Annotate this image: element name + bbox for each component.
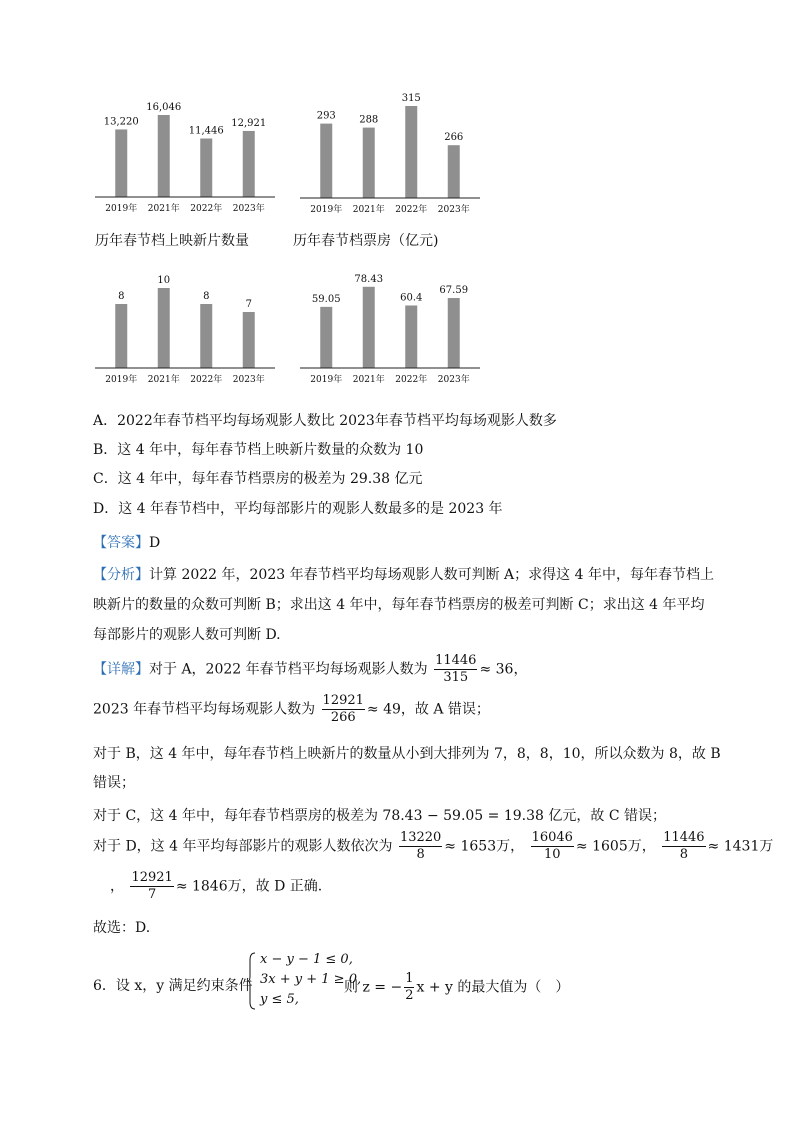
bar [243,131,255,197]
numerator: 13220 [399,830,442,845]
denominator: 8 [679,847,688,862]
bar-value-label: 8 [118,291,125,302]
fraction [434,653,477,686]
bar-value-label: 59.05 [311,293,341,305]
detail-line-c1: 对于 B，这 4 年中，每年春节档上映新片的数量从小到大排列为 7，8，8，10，所以众数为 8，故 B [93,746,721,762]
numerator: 12921 [322,693,364,708]
bar [115,304,127,368]
bar [363,287,375,368]
bar-value-label: 13,220 [103,116,139,128]
q6-pre: 6．设 x，y 满足约束条件 [93,978,253,994]
numerator: 11446 [663,830,705,845]
detail-tag: 【详解】 [93,661,149,678]
detail-e-pre: 对于 D，这 4 年平均每部影片的观影人数依次为 [93,838,393,855]
x-tick-label: 2021年 [147,375,180,385]
x-tick-label: 2021年 [352,375,385,385]
numerator: 16046 [531,830,573,845]
bar [405,305,417,368]
q6-objective [344,971,569,1004]
denominator: 10 [543,847,561,862]
q6-post: x + y 的最大值为（ ） [416,979,570,996]
bar-value-label: 293 [316,110,336,122]
bar-value-label: 12,921 [231,117,267,129]
detail-b-post: ≈ 49，故 A 错误； [366,701,490,718]
bar-value-label: 288 [359,114,379,126]
bar-value-label: 16,046 [146,101,182,113]
chart-3 [95,262,275,392]
detail-line-e [93,830,773,863]
chart-box-office [300,80,480,220]
analysis-tag: 【分析】 [93,567,149,583]
detail-a-pre: 对于 A，2022 年春节档平均每场观影人数为 [149,661,428,678]
denominator: 7 [147,887,157,902]
x-tick-label: 2023年 [437,375,470,385]
answer-tag: 【答案】 [93,535,149,551]
option-b: B．这 4 年中，每年春节档上映新片数量的众数为 10 [93,442,424,458]
x-tick-label: 2019年 [105,204,138,214]
x-tick-label: 2022年 [395,205,428,215]
detail-b-pre: 2023 年春节档平均每场观影人数为 [93,701,316,718]
detail-f2-post: ≈ 1605万， [575,838,656,855]
chart-new-films-count [95,85,275,215]
detail-line-g [110,870,322,903]
bar-value-label: 10 [157,275,171,286]
analysis-line-2: 映新片的数量的众数可判断 B；求出这 4 年中，每年春节档票房的极差可判断 C；求出这 4 年平均 [93,597,705,613]
bar-value-label: 8 [203,291,210,302]
bar [320,124,332,198]
detail-f1-post: ≈ 1653万， [444,838,525,855]
analysis-text-1: 计算 2022 年，2023 年春节档平均每场观影人数可判断 A；求得这 4 年中，每年春节档上 [149,567,714,583]
fraction [399,830,442,863]
detail-line-c2: 错误； [93,775,135,791]
bar [158,288,170,368]
answer-line [93,532,160,552]
x-tick-label: 2019年 [310,205,343,215]
bar-value-label: 11,446 [188,125,224,137]
bar-value-label: 60.4 [400,292,423,304]
detail-g-pre: ， [110,878,124,895]
option-c: C．这 4 年中，每年春节档票房的极差为 29.38 亿元 [93,471,423,487]
chart-4 [300,262,480,392]
fraction [322,693,365,726]
denominator: 2 [405,988,414,1003]
x-tick-label: 2021年 [352,205,385,215]
denominator: 315 [443,670,469,685]
analysis-line-3: 每部影片的观影人数可判断 D. [93,627,281,643]
bar [448,145,460,198]
bar-value-label: 266 [444,132,464,144]
fraction [130,870,173,903]
bar [200,304,212,368]
x-tick-label: 2019年 [310,375,343,385]
bar [448,298,460,368]
bar [363,128,375,198]
select-line: 故选：D. [93,920,151,936]
constraint-3: y ≤ 5, [260,992,299,1007]
x-tick-label: 2021年 [147,204,180,214]
constraint-2: 3x + y + 1 ≥ 0, [260,972,362,987]
x-tick-label: 2023年 [232,375,265,385]
fraction [404,971,414,1004]
constraint-system [248,952,362,1012]
bar [243,312,255,368]
numerator: 12921 [131,870,173,885]
detail-line-b [93,693,490,726]
detail-a-post: ≈ 36， [479,661,528,678]
x-tick-label: 2022年 [190,204,223,214]
x-tick-label: 2019年 [105,375,138,385]
detail-f3-post: ≈ 1431万 [707,838,774,855]
detail-line-d: 对于 C，这 4 年中，每年春节档票房的极差为 78.43 − 59.05 = 19.38 亿元，故 C 错误； [93,808,666,824]
detail-line-a [93,653,527,686]
fraction [531,830,574,863]
bar [158,115,170,197]
option-d: D．这 4 年春节档中，平均每部影片的观影人数最多的是 2023 年 [93,501,503,517]
x-tick-label: 2022年 [190,375,223,385]
bar-value-label: 7 [245,299,252,310]
x-tick-label: 2022年 [395,375,428,385]
option-a: A．2022年春节档平均每场观影人数比 2023年春节档平均每场观影人数多 [93,413,557,429]
bar [405,106,417,198]
bar [320,307,332,368]
x-tick-label: 2023年 [232,204,265,214]
analysis-line-1 [93,564,714,584]
denominator: 8 [416,847,425,862]
bar-value-label: 78.43 [354,273,384,285]
brace-icon [248,952,256,1010]
denominator: 266 [330,710,356,725]
q6-mid: 则 z = − [344,979,403,996]
constraint-1: x − y − 1 ≤ 0, [260,952,353,967]
numerator: 1 [405,971,414,986]
answer-text: D [149,535,161,551]
bar-value-label: 315 [401,93,421,104]
numerator: 11446 [435,653,477,668]
detail-f4-post: ≈ 1846万，故 D 正确. [175,878,323,895]
bar [115,129,127,197]
chart-caption-1: 历年春节档上映新片数量 [95,233,249,249]
bar [200,138,212,197]
x-tick-label: 2023年 [437,205,470,215]
fraction [662,830,705,863]
bar-value-label: 67.59 [439,285,469,297]
chart-caption-2: 历年春节档票房（亿元) [293,233,439,249]
